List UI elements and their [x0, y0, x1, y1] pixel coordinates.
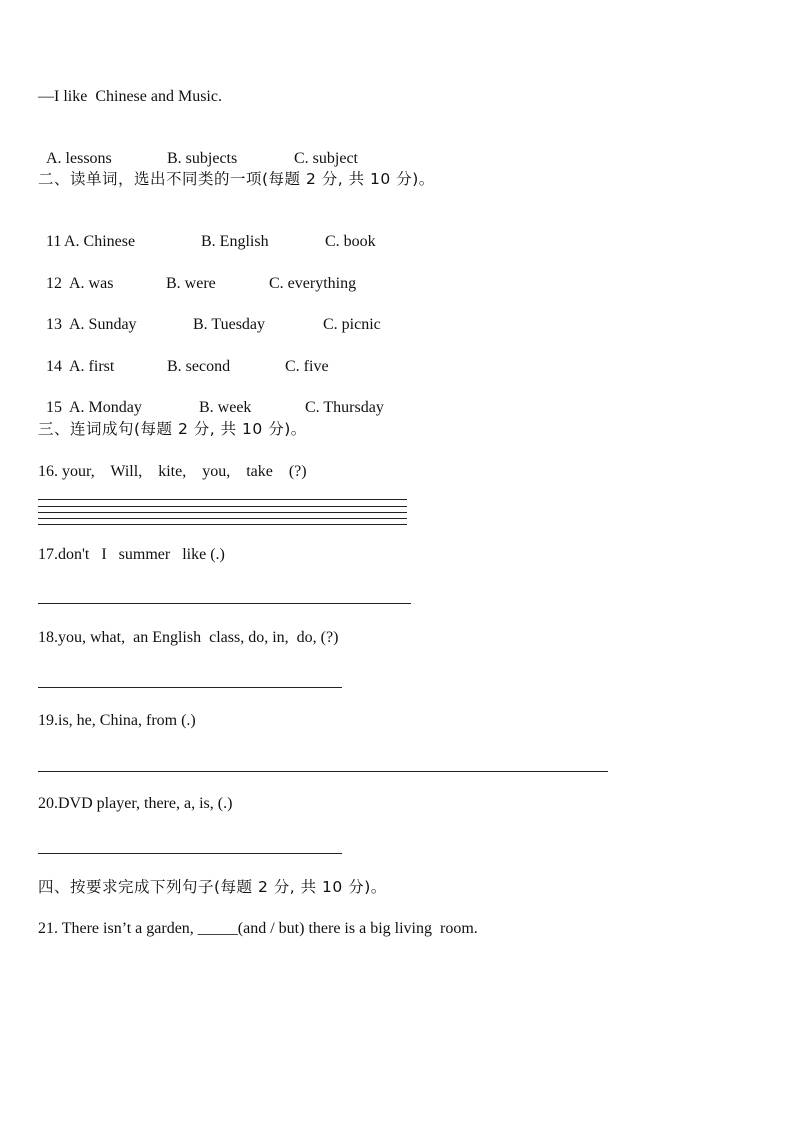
question-text: 17.don't I summer like (.) — [38, 546, 225, 563]
question-number: 12 — [46, 275, 62, 292]
question-number: 14 — [46, 358, 62, 375]
question-row — [38, 337, 329, 377]
option: C. everything — [269, 275, 357, 292]
option: A. Chinese — [64, 233, 136, 250]
question-text: 20.DVD player, there, a, is, (.) — [38, 795, 233, 812]
question-text: 18.you, what, an English class, do, in, do, (?) — [38, 629, 339, 646]
answer-line — [38, 603, 411, 604]
question-text: 19.is, he, China, from (.) — [38, 712, 196, 729]
answer-line — [38, 524, 407, 525]
option: B. were — [166, 275, 216, 292]
option: C. Thursday — [305, 399, 384, 416]
option: A. Monday — [69, 399, 142, 416]
question-text: 21. There isn’t a garden, _____(and / but) there is a big living room. — [38, 920, 478, 937]
answer-line — [38, 512, 407, 513]
option: A. lessons — [46, 150, 112, 167]
option: B. English — [201, 233, 269, 250]
section-heading: 四、按要求完成下列句子(每题 2 分, 共 10 分)。 — [38, 878, 387, 896]
question-row — [38, 378, 384, 418]
option: C. picnic — [323, 316, 381, 333]
option: A. Sunday — [69, 316, 137, 333]
section-heading: 三、连词成句(每题 2 分, 共 10 分)。 — [38, 420, 307, 438]
section-heading: 二、读单词，选出不同类的一项(每题 2 分, 共 10 分)。 — [38, 170, 435, 188]
question-row — [38, 295, 381, 335]
question-text: 16. your, Will, kite, you, take (?) — [38, 463, 307, 480]
option-row — [38, 129, 358, 169]
option: C. five — [285, 358, 329, 375]
option: A. was — [69, 275, 114, 292]
option: B. week — [199, 399, 252, 416]
question-row — [38, 254, 356, 294]
option: B. subjects — [167, 150, 238, 167]
answer-line — [38, 687, 342, 688]
option: A. first — [69, 358, 115, 375]
question-number: 15 — [46, 399, 62, 416]
answer-line — [38, 518, 407, 519]
option: C. book — [325, 233, 376, 250]
answer-line — [38, 506, 407, 507]
question-number: 11 — [46, 233, 62, 250]
question-number: 13 — [46, 316, 62, 333]
option: B. second — [167, 358, 231, 375]
answer-line: —I like Chinese and Music. — [38, 88, 222, 105]
option: B. Tuesday — [193, 316, 266, 333]
option: C. subject — [294, 150, 358, 167]
answer-line — [38, 771, 608, 772]
answer-line — [38, 499, 407, 500]
answer-line — [38, 853, 342, 854]
question-row — [38, 212, 376, 252]
